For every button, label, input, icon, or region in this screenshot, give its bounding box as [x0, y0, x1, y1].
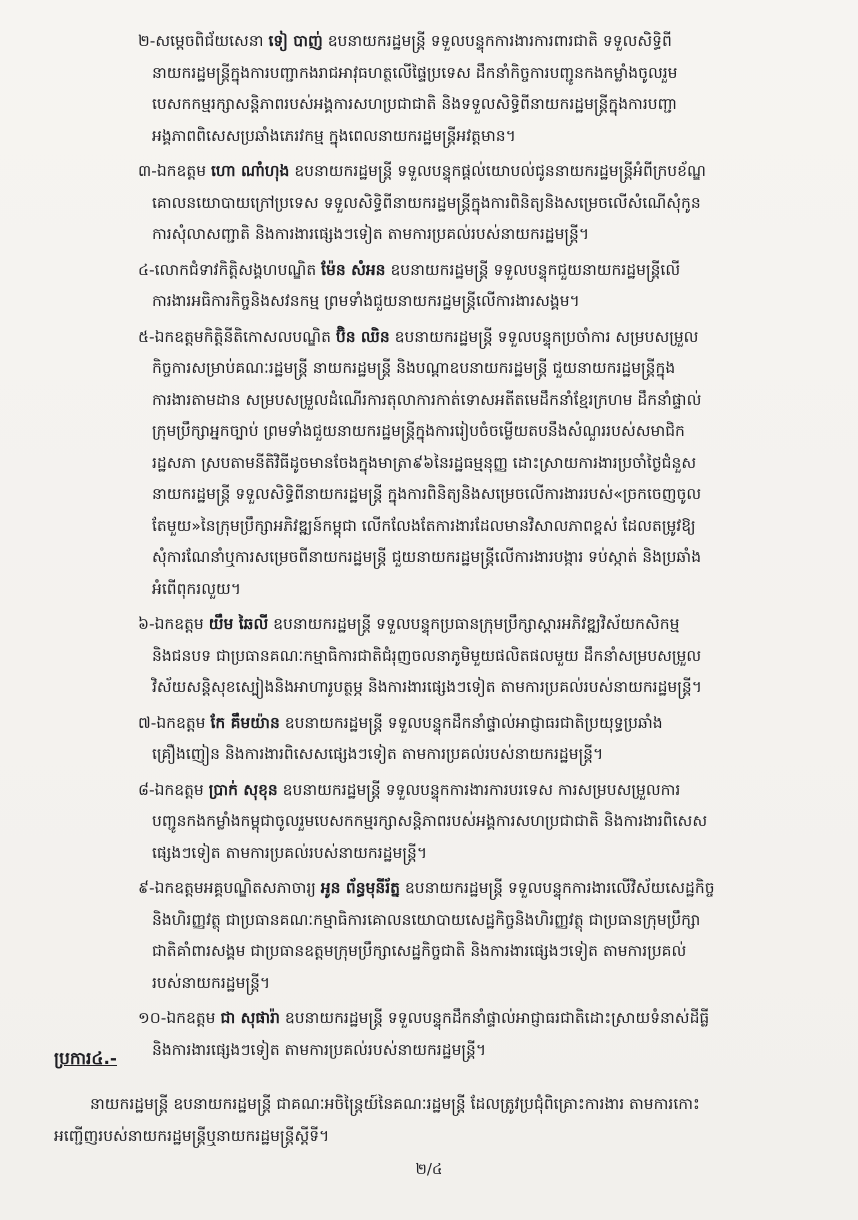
article-line: អញ្ជើញរបស់នាយករដ្ឋមន្ត្រីឬនាយករដ្ឋមន្ត្រីស្ដីទី។ [54, 1127, 330, 1145]
item-text: ការសុំលាសញ្ជាតិ និងការងារផ្សេងៗទៀត តាមការប្រគល់របស់នាយករដ្ឋមន្ត្រី។ [152, 225, 590, 243]
item-line [138, 156, 816, 188]
item-text: បញ្ជូនកងកម្លាំងកម្ពុជាចូលរួមបេសកកម្មរក្សាសន្តិភាពរបស់អង្គការសហប្រជាជាតិ និងការងារពិសេស [152, 812, 708, 830]
item-text: សុំការណែនាំឬការសម្រេចពីនាយករដ្ឋមន្ត្រី ជួយនាយករដ្ឋមន្ត្រីលើការងារបង្ការ ទប់ស្កាត់ និងប្រឆាំង [152, 548, 702, 566]
item-text: វិស័យសន្តិសុខស្បៀងនិងអាហារូបត្ថម្ភ និងការងារផ្សេងៗទៀត តាមការប្រគល់របស់នាយករដ្ឋមន្ត្រី។ [152, 678, 702, 696]
item-text: ឧបនាយករដ្ឋមន្ត្រី ទទួលបន្ទុកប្រចាំការ សម្របសម្រួល [389, 327, 699, 346]
item-text: ឯកឧត្ដមកិត្តិនីតិកោសលបណ្ឌិត [154, 327, 336, 346]
item-line [138, 672, 816, 704]
item-text: គោលនយោបាយក្រៅប្រទេស ទទួលសិទ្ធិពីនាយករដ្ឋមន្ត្រីក្នុងការពិនិត្យនិងសម្រេចលើសំណើសុំកូន [152, 193, 701, 212]
item-line [138, 775, 816, 807]
item-number: ៥- [138, 327, 155, 346]
item-line [138, 542, 816, 574]
item-line [138, 89, 816, 121]
item-line [138, 416, 816, 448]
item-line [138, 286, 816, 318]
item-line [138, 58, 816, 90]
list-item [138, 873, 816, 999]
item-text: នាយករដ្ឋមន្ត្រីក្នុងការបញ្ជាកងរាជអាវុធហត្ថលើផ្ទៃប្រទេស ដឹកនាំកិច្ចការបញ្ជូនកងកម្លាំងចូលរួម [152, 63, 678, 82]
item-line [138, 739, 816, 771]
item-text: ឯកឧត្ដម [154, 615, 209, 633]
item-text: នាយករដ្ឋមន្ត្រី ទទួលសិទ្ធិពីនាយករដ្ឋមន្ត្រី ក្នុងការពិនិត្យនិងសម្រេចលើការងាររបស់«ច្រកចេញចូល [152, 485, 702, 503]
item-text: ឯកឧត្ដម [166, 1009, 221, 1027]
item-text: ឧបនាយករដ្ឋមន្ត្រី ទទួលបន្ទុកប្រធានក្រុមប្រឹក្សាស្ដារអភិវឌ្ឍវិស័យកសិកម្ម [268, 615, 680, 633]
item-line [138, 609, 816, 641]
item-line [138, 936, 816, 968]
item-number: ៦- [138, 615, 155, 633]
item-text: សម្ដេចពិជ័យសេនា [155, 32, 269, 50]
official-name: អូន ព័ន្ធមុនីរ័ត្ន [320, 879, 400, 897]
item-line [138, 448, 816, 480]
item-text: ផ្សេងៗទៀត តាមការប្រគល់របស់នាយករដ្ឋមន្ត្រី។ [152, 843, 428, 862]
item-text: និងការងារផ្សេងៗទៀត តាមការប្រគល់របស់នាយករដ្ឋមន្ត្រី។ [152, 1040, 487, 1059]
official-name: ប្រាក់ សុខុន [208, 780, 278, 799]
item-text: អំពើពុករលួយ។ [152, 579, 241, 598]
item-text: ឯកឧត្ដម [154, 780, 209, 799]
item-text: ឧបនាយករដ្ឋមន្ត្រី ទទួលបន្ទុកផ្ដល់យោបល់ជូននាយករដ្ឋមន្ត្រីអំពីក្របខ័ណ្ឌ [289, 162, 706, 180]
official-name: ប៊ិន ឈិន [335, 327, 390, 346]
item-number: ៨- [138, 780, 155, 799]
item-text: រដ្ឋសភា ស្របតាមនីតិវិធីដូចមានចែងក្នុងមាត្រា៩៦នៃរដ្ឋធម្មនុញ្ញ ដោះស្រាយការងារប្រចាំថ្ងៃជំនួស [152, 453, 697, 472]
item-line [138, 121, 816, 153]
list-item [138, 322, 816, 606]
list-item [138, 26, 816, 152]
item-number: ៣- [138, 162, 157, 180]
item-text: ឧបនាយករដ្ឋមន្ត្រី ទទួលបន្ទុកការងារលើវិស័យសេដ្ឋកិច្ច [400, 879, 715, 897]
item-line [138, 641, 816, 673]
item-text: ជាតិគាំពារសង្គម ជាប្រធានឧត្ដមក្រុមប្រឹក្សាសេដ្ឋកិច្ចជាតិ និងការងារផ្សេងៗទៀត តាមការប្រគល់ [152, 942, 687, 960]
item-text: ឯកឧត្ដម [156, 713, 211, 732]
item-text: អង្គភាពពិសេសប្រឆាំងភេរវកម្ម ក្នុងពេលនាយករដ្ឋមន្ត្រីអវត្តមាន។ [152, 126, 516, 145]
item-text: ក្រុមប្រឹក្សាអ្នកច្បាប់ ព្រមទាំងជួយនាយករដ្ឋមន្ត្រីក្នុងការរៀបចំចម្លើយតបនឹងសំណួររបស់សមាជិក [152, 422, 685, 440]
item-number: ៧- [138, 713, 157, 732]
item-text: លោកជំទាវកិត្តិសង្គហបណ្ឌិត [154, 260, 322, 279]
item-number: ៤- [138, 260, 155, 279]
item-number: ១០- [138, 1009, 167, 1027]
item-line [138, 968, 816, 1000]
item-text: ឯកឧត្ដមអគ្គបណ្ឌិតសភាចារ្យ [154, 879, 321, 897]
item-text: ឯកឧត្ដម [156, 162, 211, 180]
item-line [138, 255, 816, 287]
list-item [138, 775, 816, 870]
item-text: និងហិរញ្ញវត្ថុ ជាប្រធានគណៈកម្មាធិការគោលនយោបាយសេដ្ឋកិច្ចនិងហិរញ្ញវត្ថុ ជាប្រធានក្រុមប្រឹក្សា [152, 910, 701, 929]
item-number: ២- [138, 32, 156, 50]
item-text: និងជនបទ ជាប្រធានគណៈកម្មាធិការជាតិជំរុញចលនាភូមិមួយផលិតផលមួយ ដឹកនាំសម្របសម្រួល [152, 646, 702, 665]
item-text: គ្រឿងញៀន និងការងារពិសេសផ្សេងៗទៀត តាមការប្រគល់របស់នាយករដ្ឋមន្ត្រី។ [152, 745, 604, 763]
item-line [138, 806, 816, 838]
list-item [138, 156, 816, 251]
item-text: ឧបនាយករដ្ឋមន្ត្រី ទទួលបន្ទុកការងារការបរទេស ការសម្របសម្រួលការ [277, 780, 681, 799]
item-line [138, 353, 816, 385]
item-line [138, 1035, 816, 1067]
item-line [138, 511, 816, 543]
official-name: ហោ ណាំហុង [210, 162, 290, 180]
official-name: ម៉ែន សំអន [321, 260, 386, 279]
item-line [138, 905, 816, 937]
official-name: ទៀ បាញ់ [268, 32, 323, 50]
item-line [138, 385, 816, 417]
item-line [138, 26, 816, 58]
item-text: របស់នាយករដ្ឋមន្ត្រី។ [152, 973, 271, 992]
item-text: ឧបនាយករដ្ឋមន្ត្រី ទទួលបន្ទុកដឹកនាំផ្ទាល់អាជ្ញាធរជាតិដោះស្រាយទំនាស់ដីធ្លី [279, 1009, 710, 1027]
official-name: កែ គឹមយ៉ាន [210, 713, 280, 732]
article-heading: ប្រការ៤.- [54, 1049, 117, 1069]
article-line: នាយករដ្ឋមន្ត្រី ឧបនាយករដ្ឋមន្ត្រី ជាគណៈអចិន្ត្រៃយ៍នៃគណៈរដ្ឋមន្ត្រី ដែលត្រូវប្រជុំពិគ្រោះការងារ តាមការកោះ [90, 1095, 700, 1113]
item-line [138, 708, 816, 740]
item-text: ឧបនាយករដ្ឋមន្ត្រី ទទួលបន្ទុកជួយនាយករដ្ឋមន្ត្រីលើ [385, 260, 681, 279]
list-item [138, 1003, 816, 1066]
list-item [138, 609, 816, 704]
item-line [138, 479, 816, 511]
item-text: ការងារអធិការកិច្ចនិងសវនកម្ម ព្រមទាំងជួយនាយករដ្ឋមន្ត្រីលើការងារសង្គម។ [152, 292, 580, 310]
item-text: ការងារតាមដាន សម្របសម្រួលដំណើរការតុលាការកាត់ទោសអតីតមេដឹកនាំខ្មែរក្រហម ដឹកនាំផ្ទាល់ [152, 390, 702, 409]
item-line [138, 574, 816, 606]
official-name: ជា សុផារ៉ា [220, 1009, 280, 1027]
item-text: ឧបនាយករដ្ឋមន្ត្រី ទទួលបន្ទុកការងារការពារជាតិ ទទួលសិទ្ធិពី [322, 32, 672, 50]
item-text: ឧបនាយករដ្ឋមន្ត្រី ទទួលបន្ទុកដឹកនាំផ្ទាល់អាជ្ញាធរជាតិប្រយុទ្ធប្រឆាំង [279, 713, 663, 732]
item-line [138, 873, 816, 905]
item-line [138, 1003, 816, 1035]
list-item [138, 708, 816, 771]
page-number: ២/៤ [415, 1160, 443, 1178]
official-name: យឹម ឆៃលី [208, 615, 269, 633]
item-number: ៩- [138, 879, 155, 897]
item-line [138, 188, 816, 220]
list-item [138, 255, 816, 318]
item-line [138, 219, 816, 251]
article-body [54, 1088, 814, 1152]
item-text: តែមួយ»នៃក្រុមប្រឹក្សាអភិវឌ្ឍន៍កម្ពុជា លើកលែងតែការងារដែលមានវិសាលភាពខ្ពស់ ដែលតម្រូវឱ្យ [152, 516, 696, 535]
item-line [138, 838, 816, 870]
item-text: បេសកកម្មរក្សាសន្តិភាពរបស់អង្គការសហប្រជាជាតិ និងទទួលសិទ្ធិពីនាយករដ្ឋមន្ត្រីក្នុងការបញ្ជា [152, 95, 677, 113]
item-line [138, 322, 816, 354]
item-text: កិច្ចការសម្រាប់គណៈរដ្ឋមន្ត្រី នាយករដ្ឋមន្ត្រី និងបណ្ដាឧបនាយករដ្ឋមន្ត្រី ជួយនាយករដ្ឋមន្ត្រីក្នុង [152, 359, 676, 377]
deputy-pm-list [138, 26, 816, 1070]
